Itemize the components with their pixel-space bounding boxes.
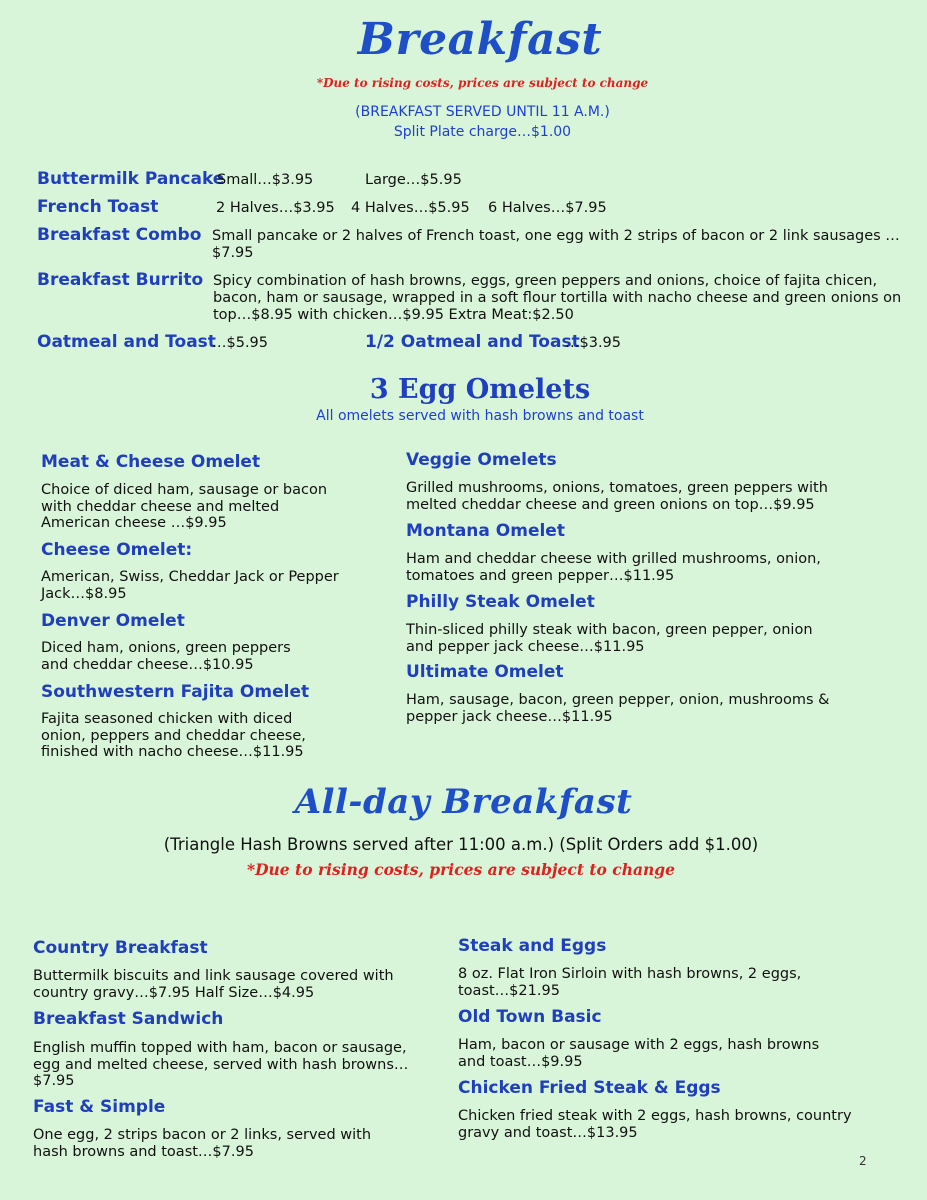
allday-old-town-basic: Old Town Basic bbox=[458, 1007, 602, 1027]
omelet-denver: Denver Omelet bbox=[41, 611, 185, 631]
omelet-veggie-desc: Grilled mushrooms, onions, tomatoes, green peppers with melted cheddar cheese and green onions on top…$9.95 bbox=[406, 480, 828, 513]
item-buttermilk-pancake-small: Small…$3.95 bbox=[217, 172, 314, 188]
omelet-cheese-desc: American, Swiss, Cheddar Jack or Pepper Jack…$8.95 bbox=[41, 569, 339, 602]
omelet-veggie: Veggie Omelets bbox=[406, 450, 557, 470]
allday-title: All-day Breakfast bbox=[294, 782, 633, 822]
allday-breakfast-sandwich-desc: English muffin topped with ham, bacon or sausage, egg and melted cheese, served with hash browns…$7.95 bbox=[33, 1040, 409, 1089]
breakfast-served-until: (BREAKFAST SERVED UNTIL 11 A.M.) bbox=[355, 104, 610, 120]
item-half-oatmeal-toast: 1/2 Oatmeal and Toast bbox=[365, 332, 580, 352]
omelet-montana: Montana Omelet bbox=[406, 521, 565, 541]
page-number: 2 bbox=[859, 1154, 867, 1168]
allday-steak-eggs-desc: 8 oz. Flat Iron Sirloin with hash browns, 2 eggs, toast…$21.95 bbox=[458, 966, 802, 999]
allday-breakfast-sandwich: Breakfast Sandwich bbox=[33, 1009, 224, 1029]
item-french-toast: French Toast bbox=[37, 197, 159, 217]
item-french-toast-4: 4 Halves…$5.95 bbox=[351, 200, 470, 216]
allday-steak-eggs: Steak and Eggs bbox=[458, 936, 607, 956]
allday-country-breakfast-desc: Buttermilk biscuits and link sausage covered with country gravy…$7.95 Half Size…$4.95 bbox=[33, 968, 394, 1001]
omelet-meat-cheese-desc: Choice of diced ham, sausage or bacon with cheddar cheese and melted American cheese …$9.95 bbox=[41, 482, 328, 531]
item-french-toast-2: 2 Halves…$3.95 bbox=[216, 200, 335, 216]
omelet-meat-cheese: Meat & Cheese Omelet bbox=[41, 452, 261, 472]
item-half-oatmeal-toast-price: …$3.95 bbox=[565, 335, 622, 351]
omelet-denver-desc: Diced ham, onions, green peppers and cheddar cheese…$10.95 bbox=[41, 640, 291, 673]
breakfast-price-notice: *Due to rising costs, prices are subject to change bbox=[316, 76, 649, 90]
omelet-montana-desc: Ham and cheddar cheese with grilled mushrooms, onion, tomatoes and green pepper…$11.95 bbox=[406, 551, 821, 584]
allday-chicken-fried-steak: Chicken Fried Steak & Eggs bbox=[458, 1078, 721, 1098]
omelet-cheese: Cheese Omelet: bbox=[41, 540, 193, 560]
allday-country-breakfast: Country Breakfast bbox=[33, 938, 208, 958]
item-buttermilk-pancake: Buttermilk Pancake bbox=[37, 169, 225, 189]
omelets-title: 3 Egg Omelets bbox=[369, 374, 591, 405]
omelet-ultimate: Ultimate Omelet bbox=[406, 662, 564, 682]
item-french-toast-6: 6 Halves…$7.95 bbox=[488, 200, 607, 216]
allday-subtitle: (Triangle Hash Browns served after 11:00 a.m.) (Split Orders add $1.00) bbox=[163, 835, 759, 854]
item-breakfast-combo: Breakfast Combo bbox=[37, 225, 202, 245]
allday-chicken-fried-steak-desc: Chicken fried steak with 2 eggs, hash browns, country gravy and toast…$13.95 bbox=[458, 1108, 852, 1141]
omelets-subtitle: All omelets served with hash browns and toast bbox=[316, 408, 644, 424]
allday-old-town-basic-desc: Ham, bacon or sausage with 2 eggs, hash browns and toast…$9.95 bbox=[458, 1037, 820, 1070]
allday-price-notice: *Due to rising costs, prices are subject to change bbox=[246, 860, 675, 879]
omelet-southwestern-fajita-desc: Fajita seasoned chicken with diced onion, peppers and cheddar cheese, finished with nacho cheese…$11.95 bbox=[41, 711, 306, 760]
item-breakfast-burrito-desc: Spicy combination of hash browns, eggs, green peppers and onions, choice of fajita chicen, bacon, ham or sausage, wrapped in a soft flour tortilla with nacho cheese and green onions on top…$8.95 with chicken…$9.95 Extra Meat:$2.50 bbox=[213, 273, 902, 323]
omelet-philly-steak-desc: Thin-sliced philly steak with bacon, green pepper, onion and pepper jack cheese…$11.95 bbox=[406, 622, 813, 655]
item-breakfast-burrito: Breakfast Burrito bbox=[37, 270, 204, 290]
omelet-philly-steak: Philly Steak Omelet bbox=[406, 592, 595, 612]
item-breakfast-combo-desc: Small pancake or 2 halves of French toast, one egg with 2 strips of bacon or 2 link sausages …$7.95 bbox=[212, 228, 900, 261]
split-plate-charge: Split Plate charge…$1.00 bbox=[393, 124, 572, 140]
item-oatmeal-toast: Oatmeal and Toast bbox=[37, 332, 216, 352]
allday-fast-simple-desc: One egg, 2 strips bacon or 2 links, served with hash browns and toast…$7.95 bbox=[33, 1127, 372, 1160]
omelet-ultimate-desc: Ham, sausage, bacon, green pepper, onion, mushrooms & pepper jack cheese…$11.95 bbox=[406, 692, 830, 725]
allday-fast-simple: Fast & Simple bbox=[33, 1097, 166, 1117]
item-buttermilk-pancake-large: Large…$5.95 bbox=[365, 172, 462, 188]
item-oatmeal-toast-price: …$5.95 bbox=[212, 335, 269, 351]
breakfast-title: Breakfast bbox=[357, 14, 603, 65]
omelet-southwestern-fajita: Southwestern Fajita Omelet bbox=[41, 682, 310, 702]
